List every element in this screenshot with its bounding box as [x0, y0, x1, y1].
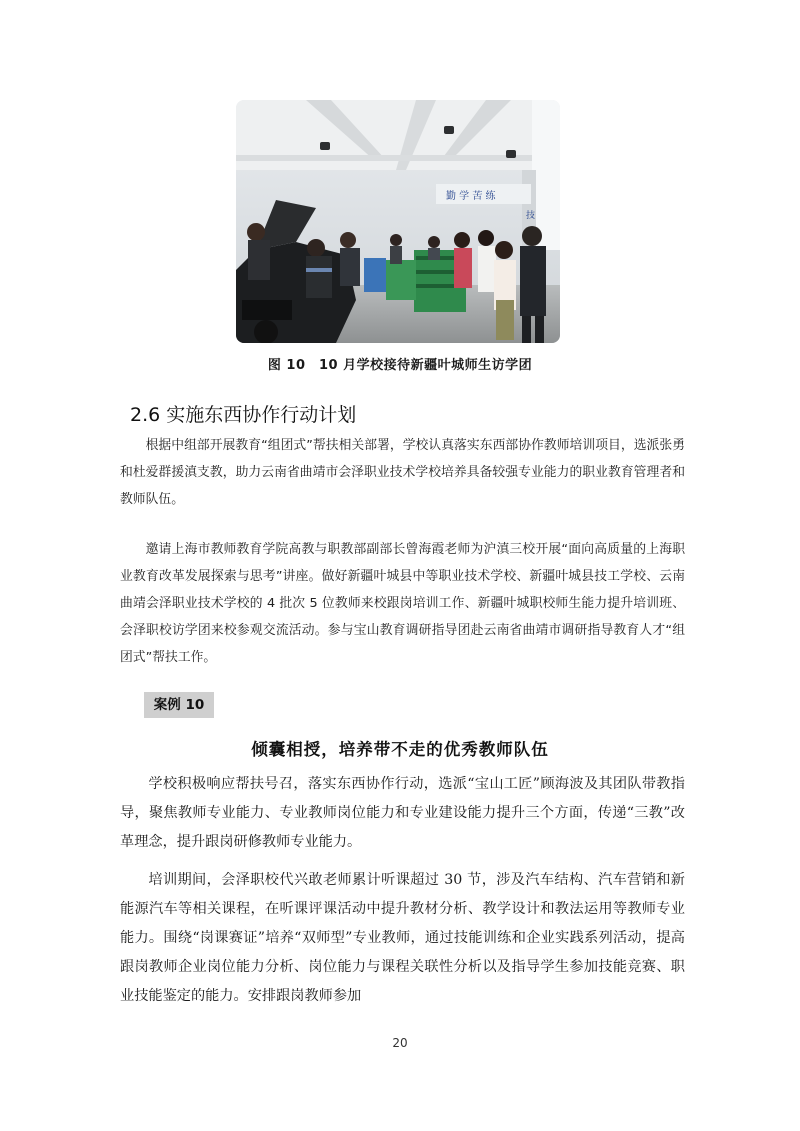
figure-caption: 图 10 10 月学校接待新疆叶城师生访学团 [267, 358, 533, 373]
page-number: 20 [392, 1036, 408, 1050]
section-heading: 2.6 实施东西协作行动计划 [130, 404, 357, 426]
section-paragraph-2: 邀请上海市教师教育学院高教与职教部副部长曾海霞老师为沪滇三校开展“面向高质量的上海职业教育改革发展探索与思考”讲座。做好新疆叶城县中等职业技术学校、新疆叶城县技工学校、云南曲靖会泽职业技术学校的 4 批次 5 位教师来校跟岗培训工作、新疆叶城职校师生能力提升培训班、会泽职校访学团来校参观交流活动。参与宝山教育调研指导团赴云南省曲靖市调研指导教育人才“组团式”帮扶工作。 [120, 542, 685, 665]
workshop-photo [236, 100, 560, 343]
case-badge: 案例 10 [144, 692, 214, 718]
wall-sign-text: 勤 学 苦 练 [446, 191, 496, 202]
section-paragraph-1: 根据中组部开展教育“组团式”帮扶相关部署，学校认真落实东西部协作教师培训项目，选派张勇和杜爱群援滇支教，助力云南省曲靖市会泽职业技术学校培养具备较强专业能力的职业教育管理者和教师队伍。 [120, 438, 685, 507]
figure-photo [236, 100, 560, 343]
case-title: 倾囊相授，培养带不走的优秀教师队伍 [251, 740, 549, 759]
case-paragraph-2: 培训期间，会泽职校代兴敢老师累计听课超过 30 节，涉及汽车结构、汽车营销和新能源汽车等相关课程，在听课评课活动中提升教材分析、教学设计和教法运用等教师专业能力。围绕“岗课赛证”培养“双师型”专业教师，通过技能训练和企业实践系列活动，提高跟岗教师企业岗位能力分析、岗位能力与课程关联性分析以及指导学生参加技能竞赛、职业技能鉴定的能力。安排跟岗教师参加 [120, 872, 685, 1004]
case-paragraph-1: 学校积极响应帮扶号召，落实东西协作行动，选派“宝山工匠”顾海波及其团队带教指导，聚焦教师专业能力、专业教师岗位能力和专业建设能力提升三个方面，传递“三教”改革理念，提升跟岗研修教师专业能力。 [120, 776, 685, 850]
wall-sign-right-text: 技 [526, 211, 536, 221]
